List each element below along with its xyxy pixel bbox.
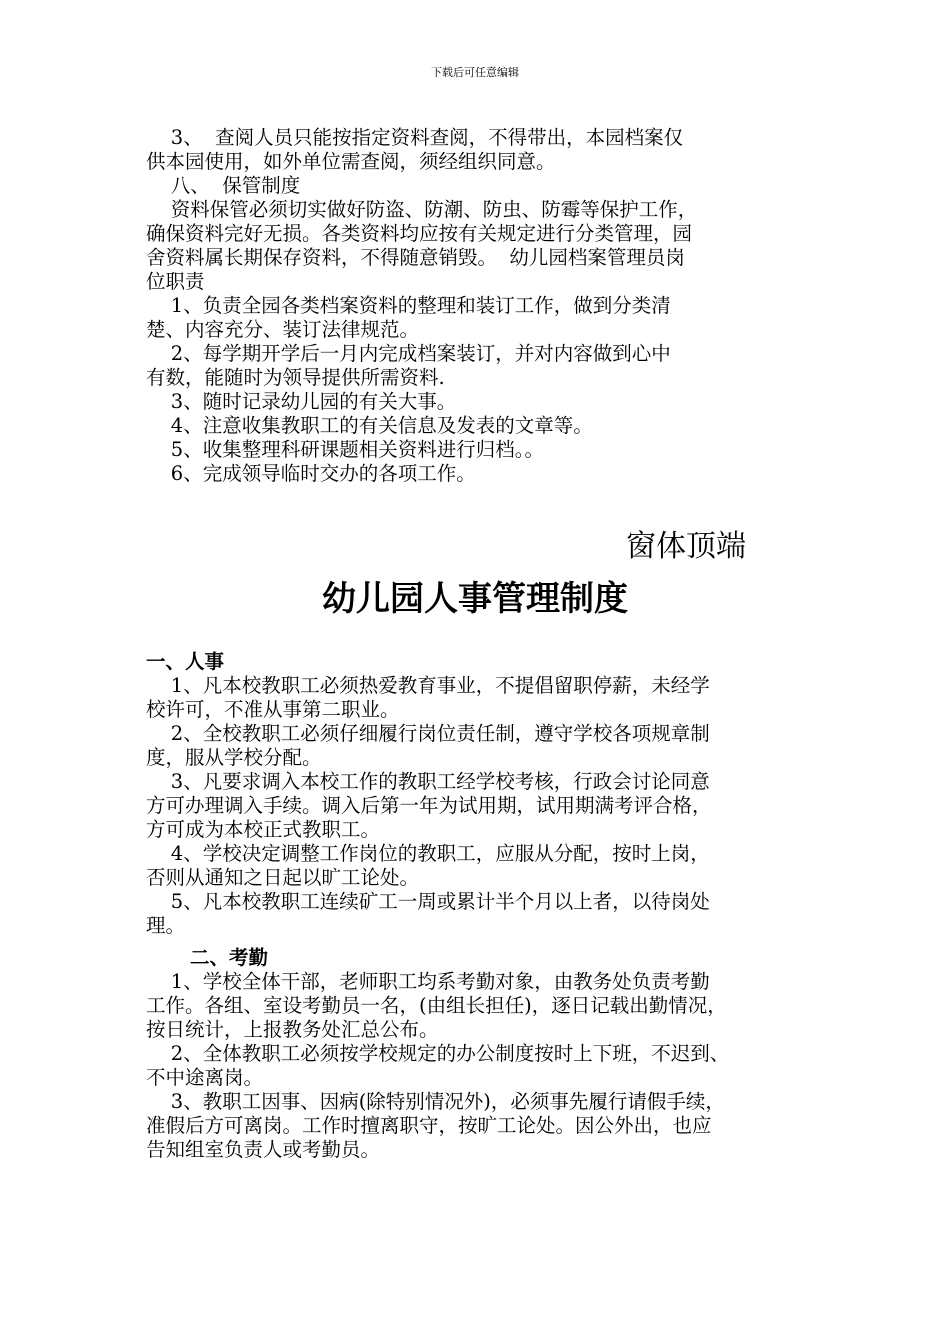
text-line: 3、 查阅人员只能按指定资料查阅，不得带出，本园档案仅: [146, 126, 684, 149]
section-heading-attendance: 二、考勤: [190, 946, 269, 969]
section-heading-personnel: 一、人事: [146, 650, 225, 673]
text-line: 校许可，不准从事第二职业。: [146, 698, 400, 721]
text-line: 确保资料完好无损。各类资料均应按有关规定进行分类管理，园: [146, 222, 693, 245]
text-line: 告知组室负责人或考勤员。: [146, 1138, 381, 1161]
header-note: 下载后可任意编辑: [431, 66, 519, 79]
text-line: 位职责: [146, 270, 205, 293]
text-line: 6、完成领导临时交办的各项工作。: [146, 462, 476, 485]
text-line: 5、凡本校教职工连续矿工一周或累计半个月以上者，以待岗处: [146, 890, 710, 913]
paragraph-block-archive: [146, 126, 826, 486]
text-line: 楚、内容充分、装订法律规范。: [146, 318, 420, 341]
text-line: 3、凡要求调入本校工作的教职工经学校考核，行政会讨论同意: [146, 770, 710, 793]
text-line: 3、教职工因事、因病(除特别情况外)，必须事先履行请假手续，: [146, 1090, 725, 1113]
text-line: 方可成为本校正式教职工。: [146, 818, 381, 841]
text-line: 1、学校全体干部，老师职工均系考勤对象，由教务处负责考勤: [146, 970, 710, 993]
text-line: 方可办理调入手续。调入后第一年为试用期，试用期满考评合格，: [146, 794, 712, 817]
text-line: 供本园使用，如外单位需查阅，须经组织同意。: [146, 150, 556, 173]
text-line: 度，服从学校分配。: [146, 746, 322, 769]
text-line: 3、随时记录幼儿园的有关大事。: [146, 390, 457, 413]
text-line: 1、负责全园各类档案资料的整理和装订工作，做到分类清: [146, 294, 671, 317]
text-line: 4、注意收集教职工的有关信息及发表的文章等。: [146, 414, 593, 437]
text-line: 5、收集整理科研课题相关资料进行归档。。: [146, 438, 544, 461]
paragraph-block-personnel: [146, 674, 826, 938]
paragraph-block-attendance: [146, 970, 826, 1162]
text-line: 否则从通知之日起以旷工论处。: [146, 866, 420, 889]
text-line: 八、 保管制度: [146, 174, 301, 197]
form-top-label: 窗体顶端: [626, 529, 746, 564]
text-line: 2、全体教职工必须按学校规定的办公制度按时上下班，不迟到、: [146, 1042, 730, 1065]
text-line: 1、凡本校教职工必须热爱教育事业，不提倡留职停薪，未经学: [146, 674, 710, 697]
text-line: 按日统计，上报教务处汇总公布。: [146, 1018, 439, 1041]
text-line: 有数，能随时为领导提供所需资料.: [146, 366, 445, 389]
text-line: 工作。各组、室设考勤员一名，(由组长担任)，逐日记载出勤情况，: [146, 994, 727, 1017]
text-line: 4、学校决定调整工作岗位的教职工，应服从分配，按时上岗，: [146, 842, 710, 865]
text-line: 理。: [146, 914, 186, 937]
text-line: 资料保管必须切实做好防盗、防潮、防虫、防霉等保护工作，: [146, 198, 698, 221]
text-line: 舍资料属长期保存资料，不得随意销毁。 幼儿园档案管理员岗: [146, 246, 685, 269]
text-line: 2、每学期开学后一月内完成档案装订，并对内容做到心中: [146, 342, 671, 365]
text-line: 不中途离岗。: [146, 1066, 264, 1089]
text-line: 2、全校教职工必须仔细履行岗位责任制，遵守学校各项规章制: [146, 722, 710, 745]
document-title: 幼儿园人事管理制度: [322, 579, 628, 619]
text-line: 准假后方可离岗。工作时擅离职守，按旷工论处。因公外出，也应: [146, 1114, 712, 1137]
